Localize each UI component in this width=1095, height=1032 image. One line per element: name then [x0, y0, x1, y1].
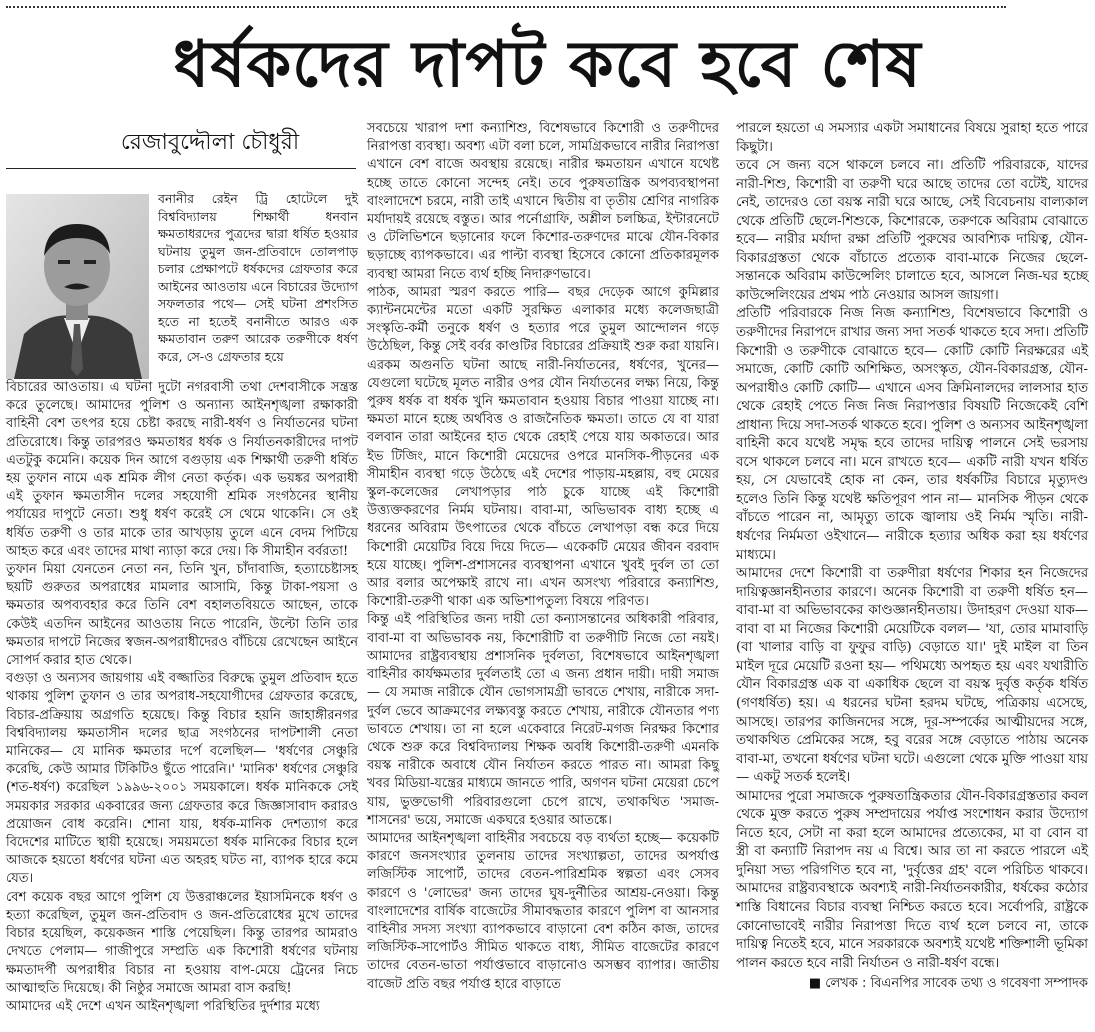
column-2-paragraph: আমাদের আইনশৃঙ্খলা বাহিনীর সবচেয়ে বড় ব্যর্থতা হচ্ছে— কয়েকটি কারণে জনসংখ্যার তুলনায় তাদের সংখ্যাল্পতা, তাদের অপর্যাপ্ত লজিস্টিক সাপোর্ট, তাদের বেতন-পারিশ্রমিক স্বল্পতা এবং সেসব কারণে ও 'লোভের' জন্য তাদের ঘুষ-দুর্নীতির আশ্রয়-নেওয়া। কিন্তু বাংলাদেশের বার্ষিক বাজেটের সীমাবদ্ধতার কারণে পুলিশ বা আনসার বাহিনীর সদস্য সংখ্যা ব্যাপকভাবে বাড়ানো বেশ কঠিন কাজ, তাদের লজিস্টিক-সাপোর্টও সীমিত থাকতে বাধ্য, সীমিত বাজেটের কারণে তাদের বেতন-ভাতা পর্যাপ্তভাবে বাড়ানোও অসম্ভব ব্যাপার। জাতীয় বাজেট প্রতি বছর পর্যাপ্ত হারে বাড়াতে: [367, 830, 719, 992]
top-rule: [0, 2, 1095, 12]
column-2: [367, 120, 719, 994]
column-1: [6, 379, 358, 1016]
column-1-paragraph: তুফান মিয়া যেনতেন নেতা নন, তিনি খুন, চাঁদাবাজি, হত্যাচেষ্টাসহ ছয়টি গুরুতর অপরাধের মামলার আসামি, কিন্তু টাকা-পয়সা ও ক্ষমতার অপব্যবহার করে তিনি বেশ বহালতবিয়তে আছেন, তাকে কেউই এতদিন আইনের আওতায় নিতে পারেনি, উল্টো তিনি তার ক্ষমতার দাপটে নিজের স্বজন-অপরাধীদেরও বাঁচিয়ে রেখেছেন আইনে সোপর্দ করার হাত থেকে।: [6, 562, 358, 669]
column-1-intro: [158, 190, 358, 365]
byline-rule: [6, 168, 356, 169]
column-1-paragraph: আমাদের এই দেশে এখন আইনশৃঙ্খলা পরিস্থিতির দুর্দশার মধ্যে: [6, 998, 320, 1014]
column-1-paragraph: বগুড়া ও অন্যসব জায়গায় এই বজ্জাতির বিরুদ্ধে তুমুল প্রতিবাদ হতে থাকায় পুলিশ তুফান ও তার অপরাধ-সহযোগীদের গ্রেফতার করেছে, বিচার-প্রক্রিয়ায় অগ্রগতি হয়েছে। কিন্তু বিচার হয়নি জাহাঙ্গীরনগর বিশ্ববিদ্যালয় ক্ষমতাসীন দলের ছাত্র সংগঠনের দাপটশালী নেতা মানিকের— যে মানিক ক্ষমতার দর্পে বলেছিল— 'ধর্ষণের সেঞ্চুরি করেছি, কেউ আমার টিকিটিও ছুঁতে পারেনি।' 'মানিক' ধর্ষণের সেঞ্চুরি (শত-ধর্ষণ) করেছিল ১৯৯৬-২০০১ সময়কালে। ধর্ষক মানিককে সেই সময়কার সরকার একবারের জন্য গ্রেফতার করে জিজ্ঞাসাবাদ করারও প্রয়োজন বোধ করেনি। শোনা যায়, ধর্ষক-মানিক দেশত্যাগ করে বিদেশের মাটিতে স্থায়ী হয়েছে। সময়মতো ধর্ষক মানিকের বিচার হলে আজকে হয়তো ধর্ষণের ঘটনা এত অহরহ ঘটত না, ব্যাপক হারে কমে যেত।: [6, 671, 358, 887]
column-2-paragraph: পাঠক, আমরা স্মরণ করতে পারি— বছর দেড়েক আগে কুমিল্লার ক্যান্টনমেন্টের মতো একটি সুরক্ষিত এলাকার মধ্যে কলেজছাত্রী সংস্কৃতি-কর্মী তনুকে ধর্ষণ ও হত্যার পরে তুমুল আন্দোলন গড়ে উঠেছিল, কিন্তু সেই বর্বর কাণ্ডটির বিচারের প্রক্রিয়াই শুরু করা যায়নি। এরকম অগুনতি ঘটনা আছে নারী-নির্যাতনের, ধর্ষণের, খুনের— যেগুলো ঘটেছে মূলত নারীর ওপর যৌন নির্যাতনের লক্ষ্য নিয়ে, কিন্তু পুরুষ ধর্ষক বা ধর্ষক খুনি ক্ষমতাবান হওয়ায় বিচার পাওয়া যাচ্ছে না। ক্ষমতা মানে হচ্ছে অর্থবিত্ত ও রাজনৈতিক ক্ষমতা। তাতে যে বা যারা বলবান তারা আইনের হাত থেকে রেহাই পেয়ে যায় অকাতরে। আর ইভ টিজিং, মানে কিশোরী মেয়েদের ওপরে মানসিক-পীড়নের এক সীমাহীন ব্যবস্থা গড়ে উঠেছে এই দেশের পাড়ায়-মহল্লায়, বহু মেয়ের স্কুল-কলেজের লেখাপড়ার পাঠ চুকে যাচ্ছে এই কিশোরী উত্ত্যক্তকরণের নির্মম ঘটনায়। বাবা-মা, অভিভাবক বাধ্য হচ্ছে এ ধরনের অবিরাম উৎপাতের থেকে বাঁচতে লেখাপড়া বন্ধ করে দিয়ে কিশোরী মেয়েটির বিয়ে দিয়ে দিতে— একেকটি মেয়ের জীবন বরবাদ হয়ে যাচ্ছে। পুলিশ-প্রশাসনের ব্যবস্থাপনা এখানে খুবই দুর্বল তা তো আর বলার অপেক্ষাই রাখে না। এখন অসংখ্য পরিবারে কন্যাশিশু, কিশোরী-তরুণী থাকা এক অভিশাপতুল্য বিষয়ে পরিণত।: [367, 284, 719, 610]
column-3-paragraph: প্রতিটি পরিবারকে নিজ নিজ কন্যাশিশু, বিশেষভাবে কিশোরী ও তরুণীদের নিরাপদে রাখার জন্য সদা সতর্ক থাকতে হবে সদা। প্রতিটি কিশোরী ও তরুণীকে বোঝাতে হবে— কোটি কোটি নিরক্ষরের এই সমাজে, কোটি কোটি অশিক্ষিত, অসংস্কৃত, যৌন-বিকারগ্রস্ত, যৌন-অপরাধীও কোটি কোটি— এখানে এসব ক্রিমিনালদের লালসার হাত থেকে রেহাই পেতে নিজ নিজ নিরাপত্তার বিষয়টি নিজেকেই বেশি প্রাধান্য দিয়ে সদা-সতর্ক থাকতে হবে। পুলিশ ও অন্যসব আইনশৃঙ্খলা বাহিনী কবে যথেষ্ট সমৃদ্ধ হবে তাদের দায়িত্ব পালনে সেই ভরসায় বসে থাকলে চলবে না। মনে রাখতে হবে— একটি নারী যখন ধর্ষিত হয়, সে যেভাবেই হোক না কেন, তার ধর্ষকটির বিচারে মৃত্যুদণ্ড হলেও তিনি কিন্তু যথেষ্ট ক্ষতিপূরণ পান না— মানসিক পীড়ন থেকে বাঁচতে পারেন না, আমৃত্যু তাকে জ্বালায় ওই নির্মম স্মৃতি। নারী-ধর্ষণের নির্মমতা ওইখানে— নারীকে হত্যার অধিক করা হয় ধর্ষণের মাধ্যমে।: [736, 306, 1088, 563]
author-portrait-image: [6, 194, 149, 379]
headline: ধর্ষকদের দাপট কবে হবে শেষ: [173, 28, 922, 102]
column-1-paragraph: বিচারের আওতায়। এ ঘটনা দুটো নগরবাসী তথা দেশবাসীকে সন্ত্রস্ত করে তুলেছে। আমাদের পুলিশ ও অন্যান্য আইনশৃঙ্খলা রক্ষাকারী বাহিনী বেশ তৎপর হয়ে চেষ্টা করছে নারী-ধর্ষণ ও নির্যাতনের ঘটনা প্রতিরোধে। কিন্তু তারপরও ক্ষমতাধর ধর্ষক ও নির্যাতনকারীদের দাপট এতটুকু কমেনি। কয়েক দিন আগে বগুড়ায় এক শিক্ষার্থী তরুণী ধর্ষিত হয় তুফান নামে এক শ্রমিক লীগ নেতা কর্তৃক। এক ভয়ঙ্কর অপরাধী এই তুফান ক্ষমতাসীন দলের সহযোগী শ্রমিক সংগঠনের স্থানীয় পর্যায়ের দাপুটে নেতা। শুধু ধর্ষণ করেই সে থেমে থাকেনি। সে ওই ধর্ষিত তরুণী ও তার মাকে তার আখড়ায় তুলে এনে বেদম পিটিয়ে আহত করে এবং তাদের মাথা ন্যাড়া করে দেয়। কি সীমাহীন বর্বরতা!: [6, 380, 358, 559]
byline: রেজাবুদ্দৌলা চৌধুরী: [120, 130, 300, 155]
column-3-paragraph: আমাদের পুরো সমাজকে পুরুষতান্ত্রিকতার যৌন-বিকারগ্রস্ততার কবল থেকে মুক্ত করতে পুরুষ সম্প্রদায়ের পর্যাপ্ত সংশোধন করার উদ্যোগ নিতে হবে, সেটা না করা হলে আমাদের প্রত্যেকের, মা বা বোন বা স্ত্রী বা কন্যাটি নিরাপদ নয় এ বিশ্বে। আর তা না করতে পারলে এই দুনিয়া সভ্য পরিগণিত হবে না, 'দুর্বৃত্তের গ্রহ' বলে পরিচিত থাকবে। আমাদের রাষ্ট্রব্যবস্থাকে অবশ্যই নারী-নির্যাতনকারীর, ধর্ষকের কঠোর শাস্তি বিধানের বিচার ব্যবস্থা নিশ্চিত করতে হবে। সর্বোপরি, রাষ্ট্রকে কোনোভাবেই নারীর নিরাপত্তা দিতে ব্যর্থ হলে চলবে না, তাকে দায়িত্ব নিতেই হবে, মানে সরকারকে অবশ্যই যথেষ্ট শক্তিশালী ভূমিকা পালন করতে হবে নারী নির্যাতন ও নারী-ধর্ষণ বন্ধে।: [736, 788, 1088, 971]
author-portrait: [6, 194, 149, 379]
author-note: ■ লেখক : বিএনপির সাবেক তথ্য ও গবেষণা সম্পাদক: [808, 976, 1088, 992]
column-2-paragraph: সবচেয়ে খারাপ দশা কন্যাশিশু, বিশেষভাবে কিশোরী ও তরুণীদের নিরাপত্তা ব্যবস্থা। অবশ্য এটা বলা চলে, সামগ্রিকভাবে নারীর নিরাপত্তা এখানে বেশ বাজে অবস্থায় রয়েছে। নারীর ক্ষমতায়ন এখানে যথেষ্ট হচ্ছে তাতে কোনো সন্দেহ নেই। তবে পুরুষতান্ত্রিক অপব্যবস্থাপনা বাংলাদেশে চরমে, নারী তাই এখানে দ্বিতীয় বা তৃতীয় শ্রেণির নাগরিক মর্যাদায়ই রয়েছে বস্তুত। আর পর্নোগ্রাফি, অশ্লীল চলচ্চিত্র, ইন্টারনেটে ও টেলিভিশনে ছড়ানোর ফলে কিশোর-তরুণদের মাঝে যৌন-বিকার ছড়াচ্ছে ব্যাপকভাবে। এর পাল্টা ব্যবস্থা হিসেবে কোনো প্রতিকারমূলক ব্যবস্থা আমরা নিতে ব্যর্থ হচ্ছি নিদারুণভাবে।: [367, 121, 719, 282]
column-3-paragraph: পারলে হয়তো এ সমস্যার একটা সমাধানের বিষয়ে সুরাহা হতে পারে কিছুটা।: [736, 121, 1088, 155]
column-3-paragraph: আমাদের দেশে কিশোরী বা তরুণীরা ধর্ষণের শিকার হন নিজেদের দায়িত্বজ্ঞানহীনতার কারণে। অনেক কিশোরী বা তরুণী ধর্ষিত হন— বাবা-মা বা অভিভাবকের কাণ্ডজ্ঞানহীনতায়। উদাহরণ দেওয়া যাক— বাবা বা মা নিজের কিশোরী মেয়েটিকে বলল— 'যা, তোর মামাবাড়ি (বা খালার বাড়ি বা ফুফুর বাড়ি) বেড়াতে যা।' দুই মাইল বা তিন মাইল দূরে মেয়েটি রওনা হয়— পথিমধ্যে অপহৃত হয় এবং যথারীতি যৌন বিকারগ্রস্ত এক বা একাধিক ছেলে বা বয়স্ক দুর্বৃত্ত কর্তৃক ধর্ষিত (গণধর্ষিত) হয়। এ ধরনের ঘটনা হরদম ঘটছে, পত্রিকায় এসেছে, আসছে। তারপর কাজিনদের সঙ্গে, দূর-সম্পর্কের আত্মীয়দের সঙ্গে, তথাকথিত প্রেমিকের সঙ্গে, হবু বরের সঙ্গে বেড়াতে পাঠায় অনেক বাবা-মা, তখনো ধর্ষণের ঘটনা ঘটে। এগুলো থেকে মুক্তি পাওয়া যায়— একটু সতর্ক হলেই।: [736, 566, 1088, 786]
column-3: [736, 120, 1088, 994]
column-3-paragraph: তবে সে জন্য বসে থাকলে চলবে না। প্রতিটি পরিবারকে, যাদের নারী-শিশু, কিশোরী বা তরুণী ঘরে আছে তাদের তো বটেই, যাদের নেই, তাদেরও তো বয়স্ক নারী ঘরে আছে, সেই বিবেচনায় বাল্যকাল থেকে প্রতিটি ছেলে-শিশুকে, কিশোরকে, তরুণকে অবিরাম বোঝাতে হবে— নারীর মর্যাদা রক্ষা প্রতিটি পুরুষের আবশ্যিক দায়িত্ব, যৌন-বিকারগ্রস্ততা থেকে বাঁচাতে প্রত্যেক বাবা-মাকে নিজের ছেলে-সন্তানকে অবিরাম কাউন্সেলিং চালাতে হবে, আসলে নিজ-ঘর হচ্ছে কাউন্সেলিংয়ের প্রথম পাঠ নেওয়ার আসল জায়গা।: [736, 158, 1088, 303]
column-1-paragraph: বেশ কয়েক বছর আগে পুলিশ যে উত্তরাঞ্চলের ইয়াসমিনকে ধর্ষণ ও হত্যা করেছিল, তুমুল জন-প্রতিবাদ ও জন-প্রতিরোধের মুখে তাদের বিচার হয়েছিল, কয়েকজন শাস্তি পেয়েছিল। কিন্তু তারপর আমরাও দেখতে পেলাম— গাজীপুরে সম্প্রতি এক কিশোরী ধর্ষণের ঘটনায় ক্ষমতাদর্পী অপরাধীর বিচার না হওয়ায় বাপ-মেয়ে ট্রেনের নিচে আত্মাহুতি দিয়েছে। কী নিষ্ঠুর সমাজে আমরা বাস করছি!: [6, 889, 358, 996]
column-1-intro-text: বনানীর রেইন ট্রি হোটেলে দুই বিশ্ববিদ্যালয় শিক্ষার্থী ধনবান ক্ষমতাধরদের পুত্রদের দ্বারা ধর্ষিত হওয়ার ঘটনায় তুমুল জন-প্রতিবাদে তোলপাড় চলার প্রেক্ষাপটে ধর্ষকদের গ্রেফতার করে আইনের আওতায় এনে বিচারের উদ্যোগ সফলতার পথে— সেই ঘটনা প্রশংসিত হতে না হতেই বনানীতে আরও এক ক্ষমতাবান তরুণ আরেক তরুণীকে ধর্ষণ করে, সে-ও গ্রেফতার হয়ে: [158, 191, 358, 364]
column-2-paragraph: কিন্তু এই পরিস্থিতির জন্য দায়ী তো কন্যাসন্তানের অধিকারী পরিবার, বাবা-মা বা অভিভাবক নয়, কিশোরীটি বা তরুণীটি নিজে তো নয়ই। আমাদের রাষ্ট্রব্যবস্থায় প্রশাসনিক দুর্বলতা, বিশেষভাবে আইনশৃঙ্খলা বাহিনীর কার্যক্ষমতার দুর্বলতাই তো এ জন্য প্রধান দায়ী। দায়ী সমাজ— যে সমাজ নারীকে যৌন ভোগসামগ্রী ভাবতে শেখায়, নারীকে সদা-দুর্বল ভেবে আক্রমণের লক্ষ্যবস্তু করতে শেখায়, নারীকে যৌনতার পণ্য ভাবতে শেখায়। তা না হলে একেবারে নিরেট-মগজ নিরক্ষর কিশোর থেকে শুরু করে বিশ্ববিদ্যালয় শিক্ষক অবধি কিশোরী-তরুণী এমনকি বয়স্ক নারীকে অবাধে যৌন নির্যাতন করতে পারত না। আমরা কিছু খবর মিডিয়া-যন্ত্রের মাধ্যমে জানতে পারি, অগণন ঘটনা মেয়েরা চেপে যায়, ভুক্তভোগী পরিবারগুলো চেপে রাখে, তথাকথিত 'সমাজ-শাসনের' ভয়ে, সমাজে একঘরে হওয়ার আতঙ্কে।: [367, 612, 719, 828]
